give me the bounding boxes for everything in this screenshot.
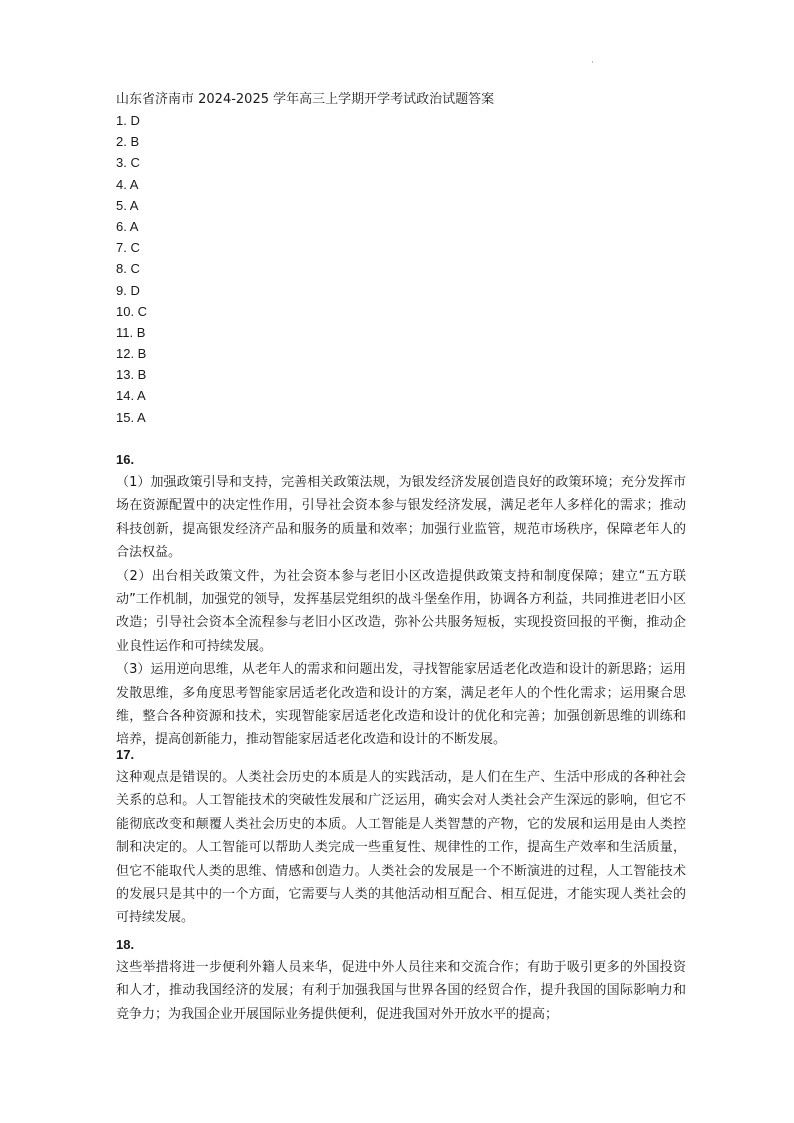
question-18-answer: [116, 956, 686, 1026]
question-16-part-3: （3）运用逆向思维，从老年人的需求和问题出发，寻找智能家居适老化改造和设计的新思路；运用发散思维，多角度思考智能家居适老化改造和设计的方案，满足老年人的个性化需求；运用聚合思维，整合各种资源和技术，实现智能家居适老化改造和设计的优化和完善；加强创新思维的训练和培养，提高创新能力，推动智能家居适老化改造和设计的不断发展。: [116, 662, 686, 748]
multiple-choice-answer-list: [116, 110, 147, 428]
question-16-part-2: （2）出台相关政策文件，为社会资本参与老旧小区改造提供政策支持和制度保障；建立“五方联动”工作机制，加强党的领导，发挥基层党组织的战斗堡垒作用，协调各方利益，共同推进老旧小区改造；引导社会资本全流程参与老旧小区改造，弥补公共服务短板，实现投资回报的平衡，推动企业良性运作和可持续发展。: [116, 568, 686, 654]
question-17-number: 17.: [116, 747, 135, 762]
answer-item: 8. C: [116, 261, 140, 277]
question-17-answer: [116, 766, 686, 930]
answer-item: 2. B: [116, 134, 140, 150]
question-16-number: 16.: [116, 452, 135, 467]
answer-item: 14. A: [116, 388, 146, 404]
answer-item: 5. A: [116, 197, 139, 213]
answer-item: 4. A: [116, 176, 139, 192]
question-18-number: 18.: [116, 937, 135, 952]
answer-item: 3. C: [116, 155, 140, 171]
corner-mark: ·: [591, 58, 594, 68]
document-title: 山东省济南市 2024-2025 学年高三上学期开学考试政治试题答案: [116, 92, 495, 107]
question-16-part-1: （1）加强政策引导和支持，完善相关政策法规，为银发经济发展创造良好的政策环境；充分发挥市场在资源配置中的决定性作用，引导社会资本参与银发经济发展，满足老年人多样化的需求；推动科技创新，提高银发经济产品和服务的质量和效率；加强行业监管，规范市场秩序，保障老年人的合法权益。: [116, 475, 686, 561]
answer-item: 15. A: [116, 409, 146, 425]
answer-item: 9. D: [116, 282, 140, 298]
answer-item: 11. B: [116, 324, 146, 340]
question-18-paragraph: 这些举措将进一步便利外籍人员来华，促进中外人员往来和交流合作；有助于吸引更多的外国投资和人才，推动我国经济的发展；有利于加强我国与世界各国的经贸合作，提升我国的国际影响力和竞争力；为我国企业开展国际业务提供便利，促进我国对外开放水平的提高；: [116, 960, 686, 1022]
answer-item: 10. C: [116, 303, 148, 319]
answer-item: 1. D: [116, 113, 140, 128]
answer-item: 7. C: [116, 240, 140, 256]
answer-item: 13. B: [116, 367, 147, 383]
answer-item: 6. A: [116, 218, 139, 234]
question-17-paragraph: 这种观点是错误的。人类社会历史的本质是人的实践活动，是人们在生产、生活中形成的各种社会关系的总和。人工智能技术的突破性发展和广泛运用，确实会对人类社会产生深远的影响，但它不能彻底改变和颠覆人类社会历史的本质。人工智能是人类智慧的产物，它的发展和运用是由人类控制和决定的。人工智能可以帮助人类完成一些重复性、规律性的工作，提高生产效率和生活质量，但它不能取代人类的思维、情感和创造力。人类社会的发展是一个不断演进的过程，人工智能技术的发展只是其中的一个方面，它需要与人类的其他活动相互配合、相互促进，才能实现人类社会的可持续发展。: [116, 770, 686, 926]
question-16-answer: [116, 471, 686, 752]
answer-item: 12. B: [116, 346, 147, 362]
